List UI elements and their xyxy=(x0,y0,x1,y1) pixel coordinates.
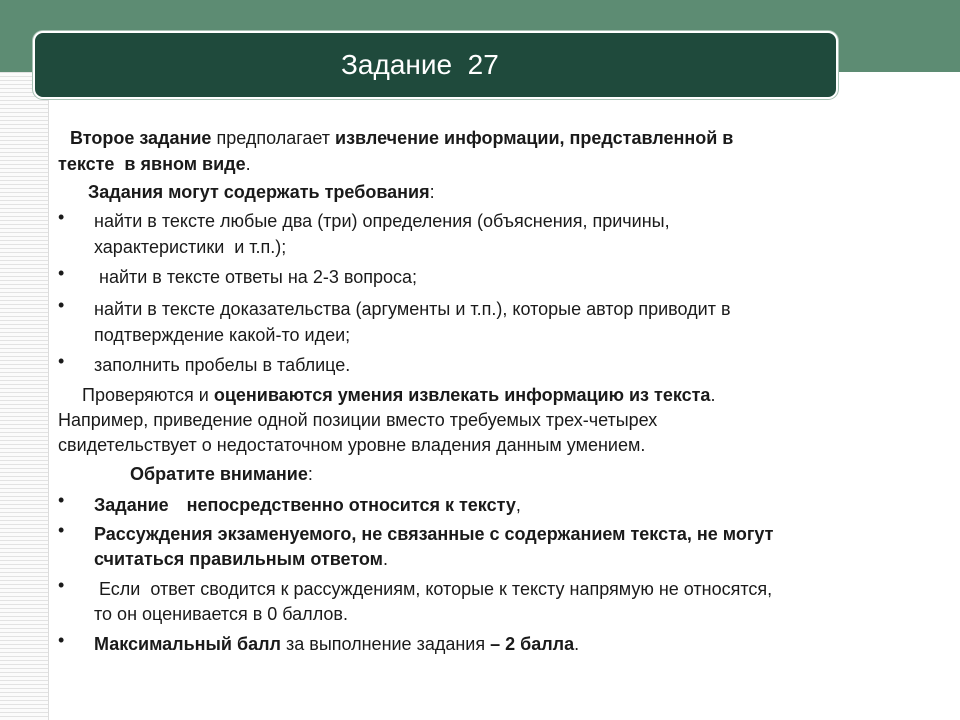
bullet-icon: • xyxy=(58,263,65,283)
assessment-line-2: Например, приведение одной позиции вместо требуемых трех-четырех xyxy=(58,410,658,430)
bullet-icon: • xyxy=(58,295,65,315)
requirement-item-1-cont: характеристики и т.п.); xyxy=(94,237,287,257)
intro-text: предполагает xyxy=(211,128,336,148)
bullet-icon: • xyxy=(58,207,65,227)
attention-item-4: Максимальный балл за выполнение задания – 2 балла. xyxy=(94,634,580,654)
requirement-item-3-cont: подтверждение какой-то идеи; xyxy=(94,325,351,345)
requirements-heading: Задания могут содержать требования: xyxy=(88,182,435,202)
intro-term: Второе задание xyxy=(70,128,212,148)
intro-emphasis-cont: тексте в явном виде xyxy=(58,154,246,174)
intro-line-1 xyxy=(70,125,733,151)
attention-item-1: Задание непосредственно относится к тексту, xyxy=(94,495,521,515)
requirement-item-4: заполнить пробелы в таблице. xyxy=(94,355,351,375)
requirement-item-3: найти в тексте доказательства (аргументы и т.п.), которые автор приводит в xyxy=(94,299,731,319)
assessment-line-3: свидетельствует о недостаточном уровне владения данным умением. xyxy=(58,435,646,455)
slide-title: Задание 27 xyxy=(341,49,499,80)
bullet-icon: • xyxy=(58,630,65,650)
requirement-item-2: найти в тексте ответы на 2-3 вопроса; xyxy=(94,267,417,287)
assessment-line-1: Проверяются и оцениваются умения извлекать информацию из текста. xyxy=(82,385,716,405)
attention-item-3-cont: то он оценивается в 0 баллов. xyxy=(94,604,348,624)
title-bar xyxy=(33,31,838,99)
margin-divider xyxy=(48,72,49,720)
bullet-icon: • xyxy=(58,575,65,595)
attention-item-2: Рассуждения экзаменуемого, не связанные с содержанием текста, не могут xyxy=(94,524,774,544)
attention-item-3: Если ответ сводится к рассуждениям, которые к тексту напрямую не относятся, xyxy=(94,579,773,599)
requirement-item-1: найти в тексте любые два (три) определения (объяснения, причины, xyxy=(94,211,670,231)
intro-emphasis: извлечение информации, представленной в xyxy=(335,128,734,148)
attention-item-2-cont: считаться правильным ответом. xyxy=(94,549,388,569)
attention-heading: Обратите внимание: xyxy=(130,464,313,484)
bullet-icon: • xyxy=(58,490,65,510)
bullet-icon: • xyxy=(58,520,65,540)
left-striped-margin xyxy=(0,72,48,720)
intro-line-2: тексте в явном виде. xyxy=(58,154,251,174)
assessment-emphasis: оцениваются умения извлекать информацию из текста xyxy=(213,385,711,405)
bullet-icon: • xyxy=(58,351,65,371)
